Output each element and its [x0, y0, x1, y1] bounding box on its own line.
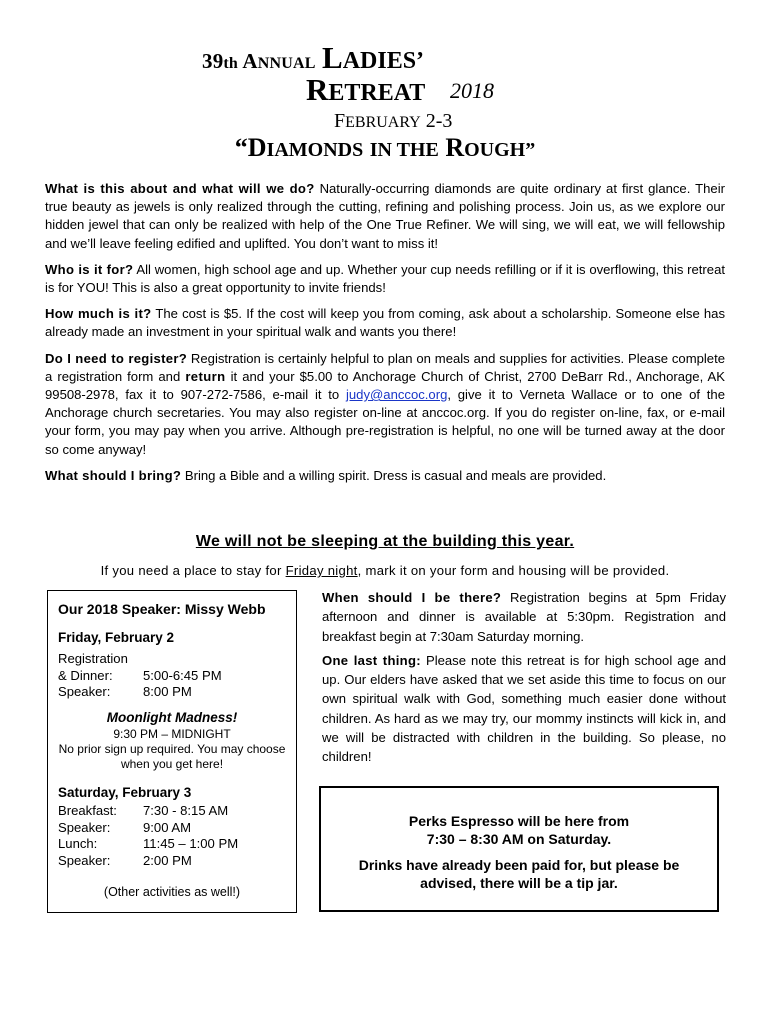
theme-word-3: OUGH”	[464, 139, 536, 161]
theme-word-2: IN THE	[369, 139, 439, 161]
question-bring: What should I bring?	[45, 467, 182, 483]
saturday-label: Speaker:	[58, 852, 111, 868]
saturday-heading: Saturday, February 3	[58, 784, 192, 800]
email-link[interactable]: judy@anccoc.org	[345, 387, 448, 403]
answer-what: Naturally-occurring diamonds are quite ordinary at first glance. Their true beauty as jewels is only realized through the cutting, refining and polishing process. Join us, as we explore our hidden jewel that can only be realized with help of the One True Refiner. We will sing, we will eat, we will fellowship and we’ll leave feeling edified and uplifted. You don’t want to miss it!	[45, 181, 725, 251]
question-last: One last thing:	[322, 652, 421, 668]
question-who: Who is it for?	[45, 261, 134, 277]
answer-cost: The cost is $5. If the cost will keep you from coming, ask about a scholarship. Someone else has already made an investment in your spiritual walk and wants you there!	[45, 306, 726, 340]
return-word: return	[185, 368, 226, 384]
housing-pre: If you need a place to stay for	[100, 563, 282, 578]
answer-last: Please note this retreat is for high school age and up. Our elders have asked that we set aside this time to focus on our own spiritual walk with God, something much easier done without children. As hard as we may try, our mommy instincts will kick in, and we will be distracted with children in the building. So please, no children!	[322, 652, 726, 765]
paragraph-bring	[45, 467, 725, 485]
answer-when: Registration begins at 5pm Friday afternoon and dinner is available at 5:30pm. Registration and breakfast begin at 7:30am Saturday morning.	[322, 590, 727, 644]
housing-friday-night: Friday night	[285, 563, 358, 578]
housing-note	[0, 563, 770, 578]
theme-word-1: IAMONDS	[266, 139, 364, 161]
moonlight-time: 9:30 PM – MIDNIGHT	[113, 726, 231, 741]
annual-word-first: A	[242, 49, 258, 73]
annual-number: 39	[202, 49, 224, 73]
paragraph-cost	[45, 305, 725, 341]
right-column	[322, 588, 726, 772]
retreat-rest: ETREAT	[328, 80, 426, 106]
friday-dinner-time: 5:00-6:45 PM	[143, 667, 222, 683]
moonlight-title: Moonlight Madness!	[106, 709, 238, 725]
saturday-time: 11:45 – 1:00 PM	[143, 836, 239, 852]
saturday-label: Breakfast:	[58, 803, 117, 819]
moonlight-note: No prior sign up required. You may choose when you get here!	[58, 741, 286, 771]
question-what: What is this about and what will we do?	[45, 181, 315, 196]
ladies-rest: ADIES’	[342, 48, 425, 74]
retreat-first: R	[306, 72, 329, 107]
title-retreat	[306, 72, 425, 108]
saturday-label: Speaker:	[58, 819, 111, 835]
other-activities: (Other activities as well!)	[103, 884, 241, 899]
body-text	[45, 180, 725, 493]
question-when: When should I be there?	[322, 590, 502, 605]
answer-who: All women, high school age and up. Whether your cup needs refilling or if it is overflowing, this retreat is for YOU! This is also a great opportunity to invite friends!	[45, 261, 725, 296]
date-days: 2-3	[425, 110, 453, 132]
paragraph-who	[45, 261, 725, 297]
paragraph-register	[45, 350, 725, 459]
perks-line-2: 7:30 – 8:30 AM on Saturday.	[426, 831, 612, 847]
title-annual	[202, 49, 316, 74]
saturday-time: 7:30 - 8:15 AM	[143, 803, 229, 819]
housing-post: , mark it on your form and housing will be provided.	[357, 563, 670, 578]
saturday-time: 9:00 AM	[143, 819, 192, 835]
perks-line-3: Drinks have already been paid for, but please be	[358, 857, 680, 873]
theme-open: “D	[234, 133, 267, 162]
paragraph-what	[45, 180, 725, 253]
friday-dinner-label: & Dinner:	[58, 667, 113, 683]
perks-espresso-box	[319, 786, 719, 912]
title-theme	[0, 133, 770, 163]
friday-registration-line: Registration	[58, 651, 128, 667]
annual-suffix: th	[223, 55, 239, 72]
ladies-first: L	[322, 40, 343, 75]
saturday-time: 2:00 PM	[143, 852, 192, 868]
answer-register-2: it and your $5.00 to Anchorage Church of Christ, 2700 DeBarr Rd., Anchorage, AK 99508-2978, fax it to 907-272-7586, e-mail it to	[45, 368, 726, 403]
title-ladies	[322, 40, 424, 76]
friday-speaker-label: Speaker:	[58, 684, 111, 700]
friday-heading: Friday, February 2	[58, 629, 175, 645]
title-block	[0, 40, 770, 180]
perks-spacer	[321, 848, 717, 856]
speaker-title: Our 2018 Speaker: Missy Webb	[58, 601, 266, 617]
perks-line-4: advised, there will be a tip jar.	[420, 875, 618, 891]
friday-schedule	[58, 668, 286, 701]
annual-word-rest: NNUAL	[257, 55, 316, 72]
answer-register-3: , give it to Verneta Wallace or to one of the Anchorage church secretaries. You may also register on-line at anccoc.org. If you do register on-line, fax, or e-mail your form, you may pay when you arrive. Although pre-registration is helpful, no one will be turned away at the door so come anyway!	[45, 387, 725, 457]
speaker-schedule-box	[47, 590, 297, 913]
answer-register-1: Registration is certainly helpful to plan on meals and supplies for activities. Please complete a registration form and	[45, 350, 725, 384]
theme-r: R	[445, 133, 465, 162]
question-cost: How much is it?	[45, 306, 152, 322]
perks-line-1: Perks Espresso will be here from	[408, 813, 630, 829]
question-register: Do I need to register?	[45, 350, 188, 366]
saturday-schedule	[58, 803, 286, 869]
paragraph-last	[322, 651, 726, 767]
answer-bring: Bring a Bible and a willing spirit. Dress is casual and meals are provided.	[184, 467, 607, 483]
paragraph-when	[322, 588, 726, 646]
saturday-label: Lunch:	[58, 836, 98, 852]
date-first: F	[334, 110, 346, 132]
title-year: 2018	[450, 78, 494, 103]
sleeping-notice: We will not be sleeping at the building this year.	[195, 533, 575, 550]
date-rest: EBRUARY	[345, 114, 421, 131]
title-date	[334, 110, 452, 133]
friday-speaker-time: 8:00 PM	[143, 684, 192, 700]
